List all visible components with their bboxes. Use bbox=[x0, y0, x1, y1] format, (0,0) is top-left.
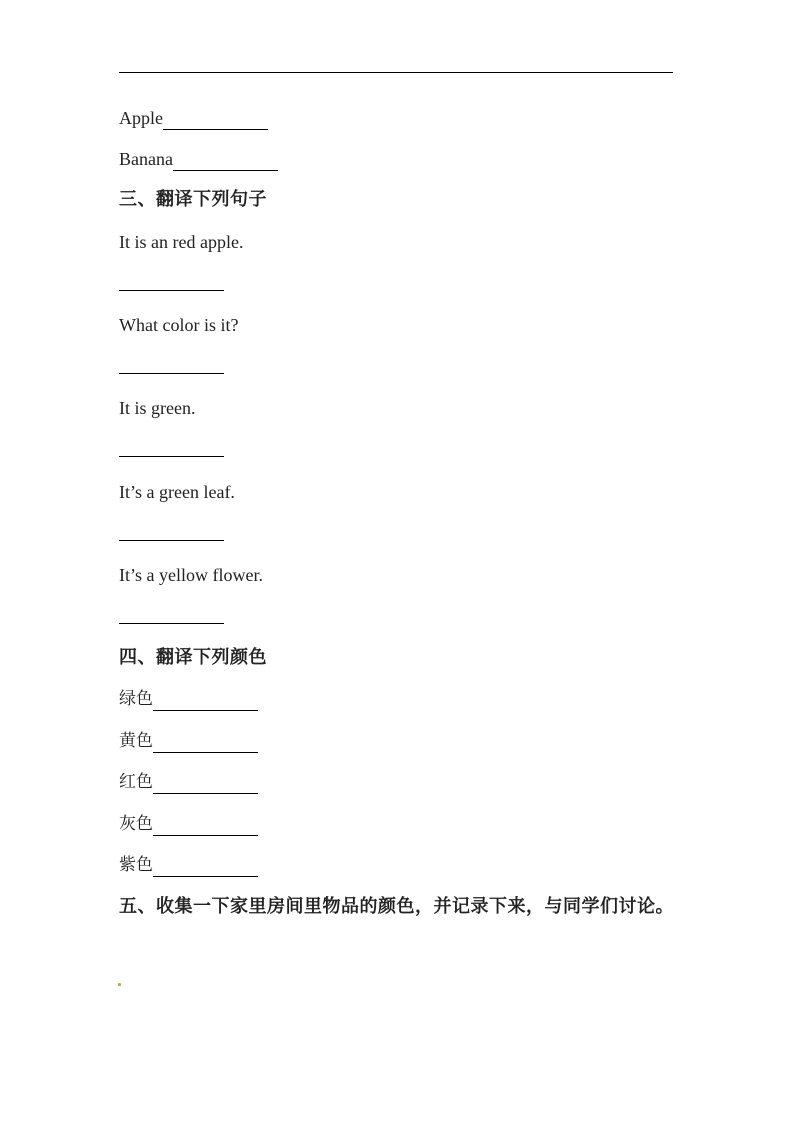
color-row-1 bbox=[119, 687, 258, 711]
word-banana: Banana bbox=[119, 149, 173, 169]
color-word: 灰色 bbox=[119, 814, 153, 834]
stray-dot bbox=[118, 983, 121, 986]
section-4-title: 四、翻译下列颜色 bbox=[119, 647, 267, 668]
sentence-3: It is green. bbox=[119, 398, 196, 418]
sentence-2: What color is it? bbox=[119, 315, 239, 335]
answer-blank[interactable] bbox=[119, 272, 224, 291]
color-word: 绿色 bbox=[119, 689, 153, 709]
answer-blank[interactable] bbox=[153, 692, 258, 711]
word-apple: Apple bbox=[119, 108, 163, 128]
answer-blank[interactable] bbox=[153, 734, 258, 753]
sentence-3-answer-row bbox=[119, 438, 224, 457]
answer-blank[interactable] bbox=[119, 355, 224, 374]
answer-blank[interactable] bbox=[153, 775, 258, 794]
section-5-title: 五、收集一下家里房间里物品的颜色，并记录下来，与同学们讨论。 bbox=[119, 896, 674, 917]
section-3-title: 三、翻译下列句子 bbox=[119, 189, 267, 210]
header-rule bbox=[119, 72, 673, 73]
color-word: 红色 bbox=[119, 772, 153, 792]
sentence-5-answer-row bbox=[119, 605, 224, 624]
sentence-2-answer-row bbox=[119, 355, 224, 374]
word-banana-row bbox=[119, 147, 278, 171]
sentence-1-answer-row bbox=[119, 272, 224, 291]
answer-blank[interactable] bbox=[153, 858, 258, 877]
answer-blank[interactable] bbox=[119, 438, 224, 457]
answer-blank[interactable] bbox=[119, 522, 224, 541]
color-row-4 bbox=[119, 812, 258, 836]
word-apple-row bbox=[119, 106, 268, 130]
sentence-5: It’s a yellow flower. bbox=[119, 565, 263, 585]
color-row-5 bbox=[119, 853, 258, 877]
sentence-4-answer-row bbox=[119, 522, 224, 541]
answer-blank[interactable] bbox=[153, 817, 258, 836]
color-row-2 bbox=[119, 729, 258, 753]
color-word: 紫色 bbox=[119, 855, 153, 875]
answer-blank[interactable] bbox=[163, 111, 268, 130]
color-row-3 bbox=[119, 770, 258, 794]
sentence-4: It’s a green leaf. bbox=[119, 482, 235, 502]
answer-blank[interactable] bbox=[173, 152, 278, 171]
color-word: 黄色 bbox=[119, 731, 153, 751]
answer-blank[interactable] bbox=[119, 605, 224, 624]
sentence-1: It is an red apple. bbox=[119, 232, 244, 252]
